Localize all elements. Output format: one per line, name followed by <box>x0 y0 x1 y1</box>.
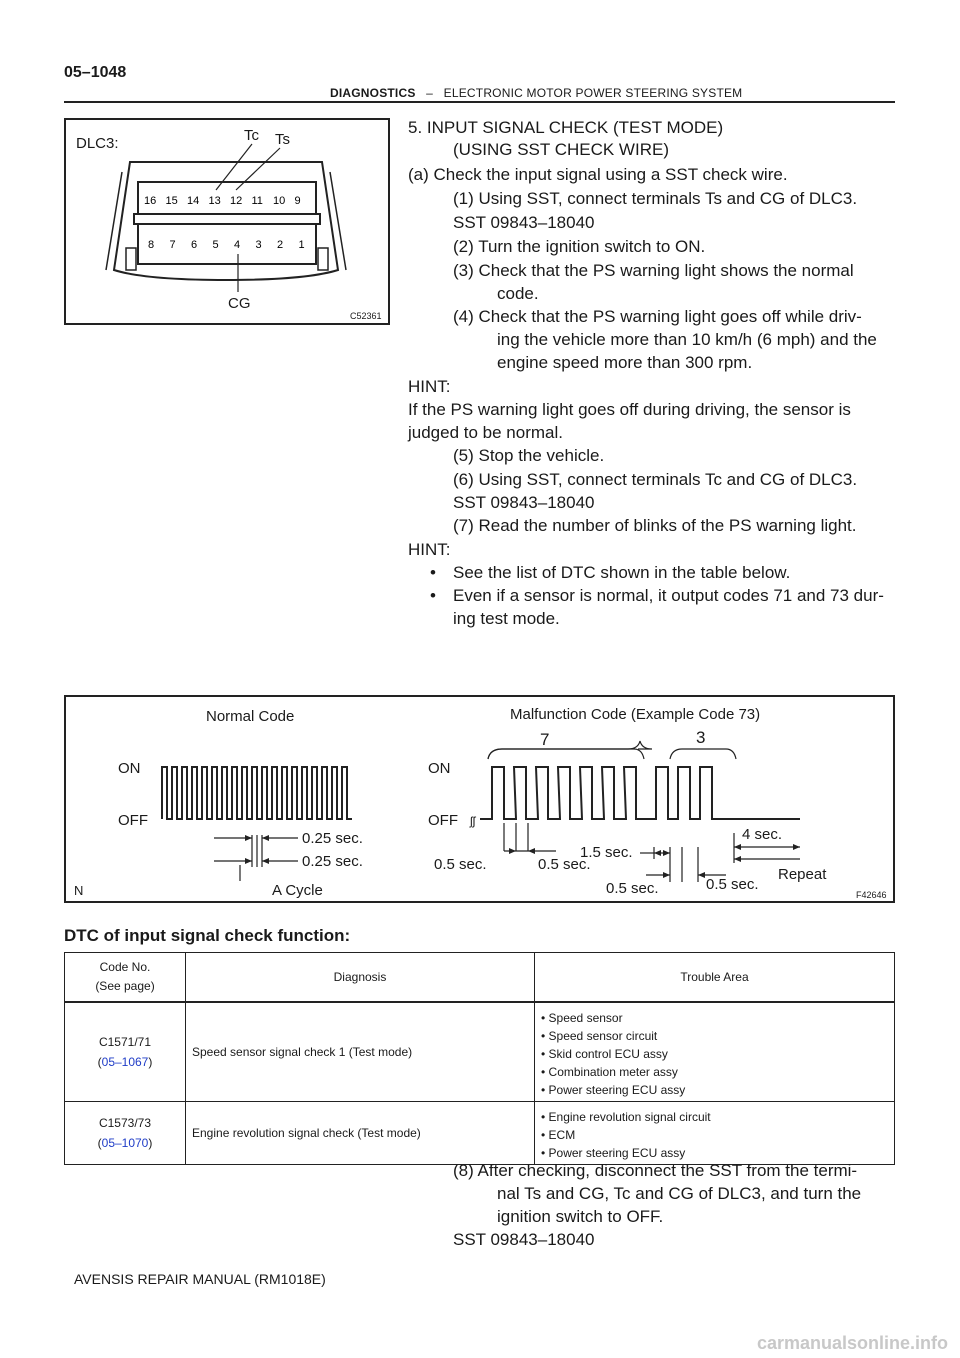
dlc3-figure <box>64 118 390 325</box>
a-cycle-label: A Cycle <box>272 882 323 899</box>
pin-label: 14 <box>187 195 200 207</box>
hint-1-label: HINT: <box>408 377 451 396</box>
step-a8-line3: ignition switch to OFF. <box>497 1207 664 1226</box>
malf-timing-15: 1.5 sec. <box>580 844 633 861</box>
latch-left <box>126 248 136 270</box>
pin-label: 4 <box>234 239 241 251</box>
malfunction-on-label: ON <box>428 760 451 777</box>
table-header-row <box>65 953 895 1003</box>
subsection-name: ELECTRONIC MOTOR POWER STEERING SYSTEM <box>443 86 743 100</box>
bottom-pin-row <box>138 224 316 264</box>
step-5-title: 5. INPUT SIGNAL CHECK (TEST MODE) <box>408 118 724 137</box>
normal-off-label: OFF <box>118 812 148 829</box>
blink-pattern-diagram <box>66 697 893 901</box>
digit-7-label: 7 <box>540 730 550 749</box>
watermark: carmanualsonline.info <box>756 1333 948 1353</box>
pin-label: 6 <box>191 239 198 251</box>
tc-leader <box>216 144 252 190</box>
bottom-pin-labels <box>148 239 305 251</box>
pin-label: 11 <box>251 195 263 207</box>
step-a4-line3: engine speed more than 300 rpm. <box>497 353 753 372</box>
header-code: Code No. (See page) <box>65 953 186 1003</box>
digit-3-brace <box>670 749 736 759</box>
malf-timing-4: 4 sec. <box>742 826 783 843</box>
code-cell: C1571/71 (05–1067) <box>65 1002 186 1102</box>
step-a4-line1: (4) Check that the PS warning light goes off while driv- <box>453 307 862 326</box>
repeat-label: Repeat <box>778 866 827 883</box>
malf-timing-05a: 0.5 sec. <box>434 856 487 873</box>
normal-code-waveform <box>162 767 352 819</box>
figure-id: F42646 <box>856 890 887 900</box>
step-a3-line2: code. <box>497 284 539 303</box>
hint-2-bullet2-line2: ing test mode. <box>453 609 560 628</box>
section-name: DIAGNOSTICS <box>330 86 416 100</box>
figure-id: C52361 <box>350 311 382 321</box>
pin-label: 12 <box>230 195 243 207</box>
header-separator: – <box>426 86 434 100</box>
tc-label: Tc <box>244 127 259 144</box>
hint-2-bullet2-line1: Even if a sensor is normal, it output codes 71 and 73 dur- <box>453 586 884 605</box>
hint-2-bullet1: See the list of DTC shown in the table below. <box>453 563 791 582</box>
trouble-area-cell: • Engine revolution signal circuit • ECM • Power steering ECU assy <box>535 1102 895 1165</box>
step-a4-line2: ing the vehicle more than 10 km/h (6 mph) and the <box>497 330 877 349</box>
top-pin-labels <box>144 195 301 207</box>
pin-label: 5 <box>212 239 219 251</box>
dtc-table <box>64 952 895 1165</box>
pin-label: 7 <box>169 239 176 251</box>
ts-label: Ts <box>275 131 290 148</box>
pin-label: 1 <box>298 239 305 251</box>
hint-1-line1: If the PS warning light goes off during driving, the sensor is <box>408 400 851 419</box>
step-5-subtitle: (USING SST CHECK WIRE) <box>453 140 669 159</box>
digit-3-label: 3 <box>696 728 706 747</box>
step-a: (a) Check the input signal using a SST check wire. <box>408 165 788 184</box>
step-a5: (5) Stop the vehicle. <box>453 446 605 465</box>
digit-7-brace <box>488 741 652 759</box>
blink-pattern-figure <box>64 695 895 903</box>
key-bar <box>134 214 320 224</box>
dlc3-title: DLC3: <box>76 135 119 152</box>
pin-label: 8 <box>148 239 155 251</box>
manual-footer: AVENSIS REPAIR MANUAL (RM1018E) <box>74 1271 326 1287</box>
table-row <box>65 1102 895 1165</box>
section-header <box>330 86 742 100</box>
malfunction-off-label: OFF <box>428 812 458 829</box>
malfunction-code-waveform <box>480 767 800 819</box>
step-a8-line1: (8) After checking, disconnect the SST from the termi- <box>453 1161 858 1180</box>
sst-3: SST 09843–18040 <box>453 1230 595 1249</box>
normal-timing-1: 0.25 sec. <box>302 830 363 847</box>
latch-right <box>318 248 328 270</box>
diagnosis-cell: Speed sensor signal check 1 (Test mode) <box>186 1002 535 1102</box>
pin-label: 3 <box>255 239 262 251</box>
dlc3-connector-diagram <box>66 120 388 323</box>
pin-label: 15 <box>165 195 178 207</box>
malf-timing-05d: 0.5 sec. <box>706 876 759 893</box>
header-rule <box>64 101 895 103</box>
step-a8-line2: nal Ts and CG, Tc and CG of DLC3, and turn the <box>497 1184 862 1203</box>
pin-label: 2 <box>277 239 284 251</box>
step-a7: (7) Read the number of blinks of the PS warning light. <box>453 516 857 535</box>
break-mark: ʃʃ <box>470 814 476 828</box>
pin-label: 13 <box>208 195 221 207</box>
cg-label: CG <box>228 295 251 312</box>
dtc-table-title: DTC of input signal check function: <box>64 926 351 945</box>
bullet-icon: • <box>430 586 436 605</box>
diagnosis-cell: Engine revolution signal check (Test mode) <box>186 1102 535 1165</box>
connector-outline <box>114 162 338 280</box>
header-trouble-area: Trouble Area <box>535 953 895 1003</box>
step-a2: (2) Turn the ignition switch to ON. <box>453 237 706 256</box>
corner-n-label: N <box>74 883 84 898</box>
hint-2-label: HINT: <box>408 540 451 559</box>
pin-label: 9 <box>294 195 301 207</box>
malf-timing-05b: 0.5 sec. <box>538 856 591 873</box>
malfunction-code-title: Malfunction Code (Example Code 73) <box>510 706 761 723</box>
step-a3-line1: (3) Check that the PS warning light shows the normal <box>453 261 854 280</box>
sst-1: SST 09843–18040 <box>453 213 595 232</box>
step-a6: (6) Using SST, connect terminals Tc and CG of DLC3. <box>453 470 858 489</box>
hint-1-line2: judged to be normal. <box>408 423 563 442</box>
step-a1: (1) Using SST, connect terminals Ts and CG of DLC3. <box>453 189 858 208</box>
code-cell: C1573/73 (05–1070) <box>65 1102 186 1165</box>
normal-code-title: Normal Code <box>206 708 295 725</box>
header-diagnosis: Diagnosis <box>186 953 535 1003</box>
ts-leader <box>236 148 280 190</box>
trouble-area-cell: • Speed sensor • Speed sensor circuit • Skid control ECU assy • Combination meter assy • Power steering ECU assy <box>535 1002 895 1102</box>
pin-label: 10 <box>273 195 286 207</box>
normal-timing-2: 0.25 sec. <box>302 853 363 870</box>
sst-2: SST 09843–18040 <box>453 493 595 512</box>
normal-on-label: ON <box>118 760 141 777</box>
page-link[interactable]: 05–1067 <box>101 1055 149 1069</box>
malf-timing-05c: 0.5 sec. <box>606 880 659 897</box>
pin-label: 16 <box>144 195 157 207</box>
page-number: 05–1048 <box>64 64 127 81</box>
bullet-icon: • <box>430 563 436 582</box>
table-row <box>65 1002 895 1102</box>
page-link[interactable]: 05–1070 <box>101 1136 149 1150</box>
